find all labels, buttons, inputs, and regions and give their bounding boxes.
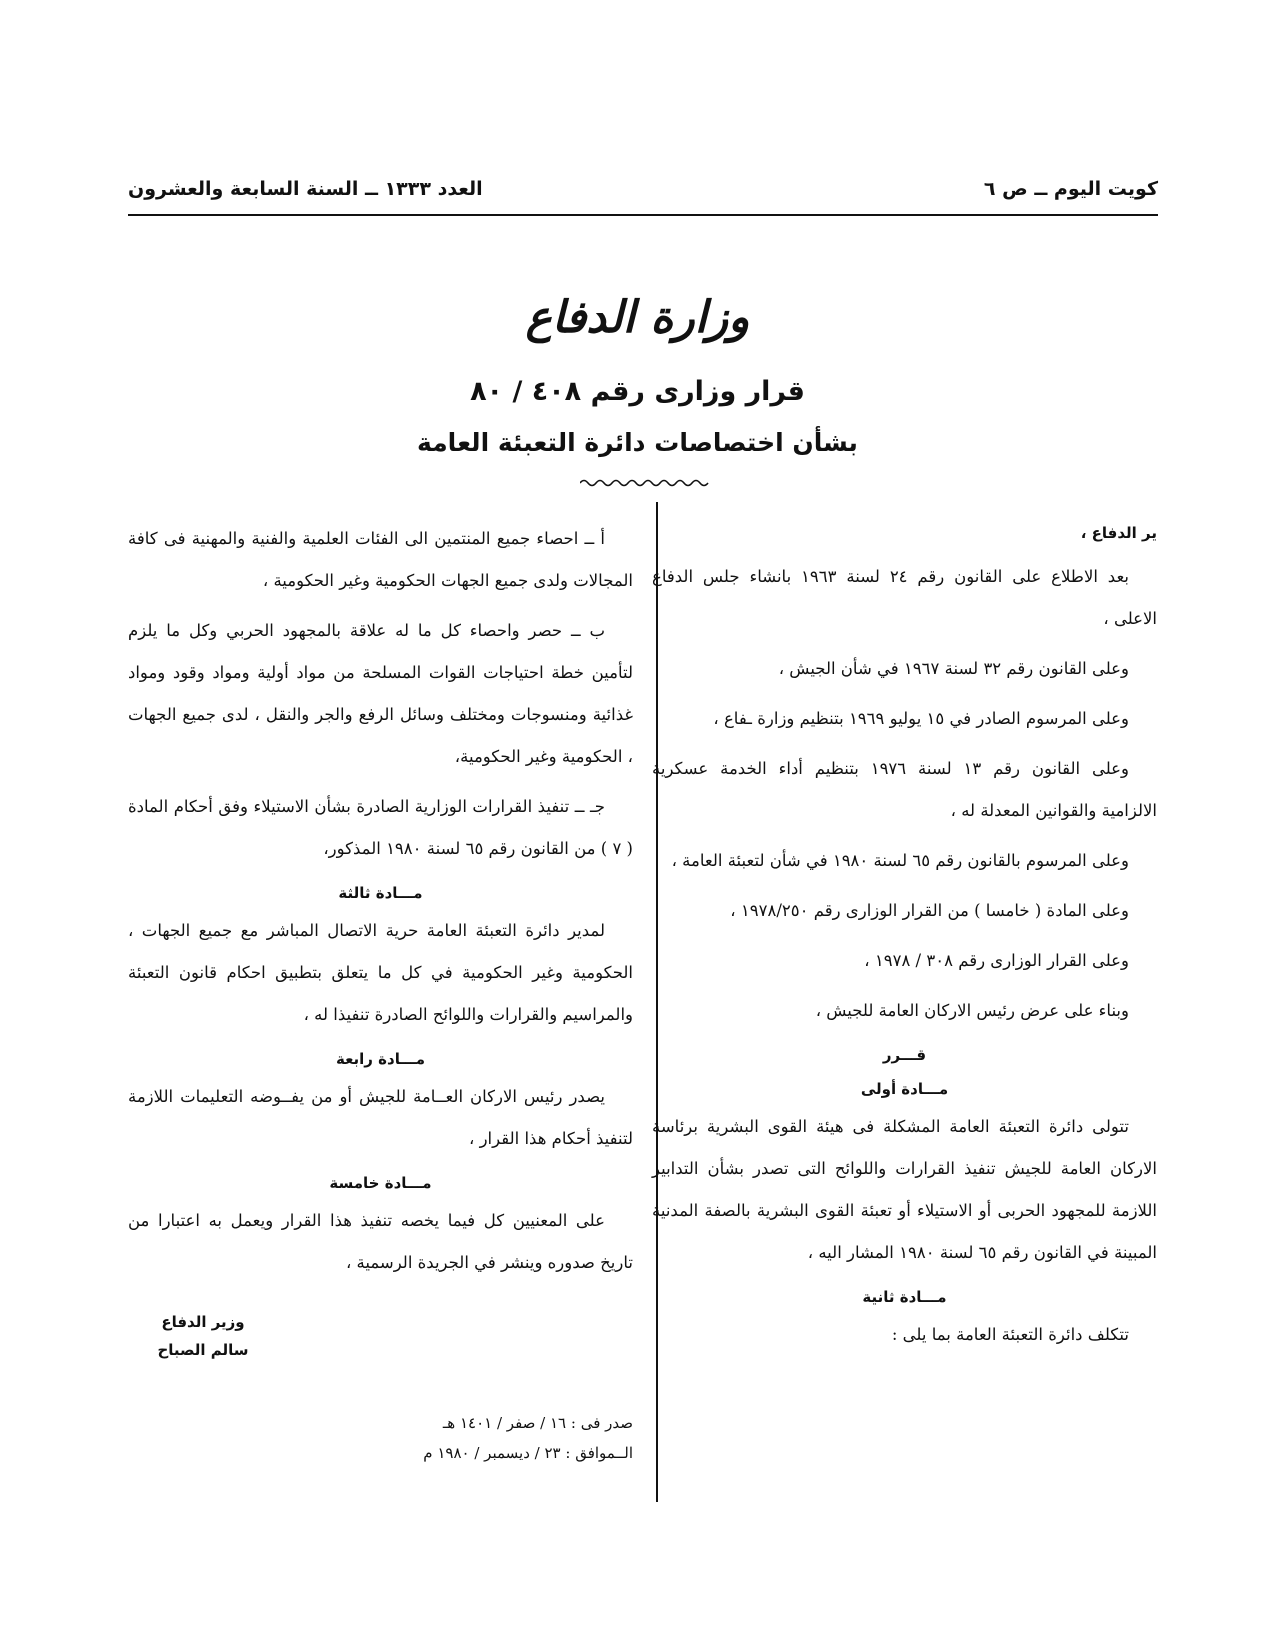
decree-number: قرار وزارى رقم ٤٠٨ / ٨٠ bbox=[470, 376, 805, 407]
ministry-title: وزارة الدفاع bbox=[525, 292, 750, 343]
signature-title: وزير الدفاع bbox=[161, 1313, 245, 1331]
preamble-paragraph: وعلى المرسوم بالقانون رقم ٦٥ لسنة ١٩٨٠ في شأن لتعبئة العامة ، bbox=[671, 851, 1129, 870]
preamble-paragraph: وبناء على عرض رئيس الاركان العامة للجيش ، bbox=[815, 1001, 1129, 1020]
preamble-paragraph: وعلى القانون رقم ٣٢ لسنة ١٩٦٧ في شأن الجيش ، bbox=[778, 659, 1129, 678]
preamble-paragraph: وعلى القانون رقم ١٣ لسنة ١٩٧٦ بتنظيم أداء الخدمة عسكرية الالزامية والقوانين المعدلة له ، bbox=[652, 759, 1157, 820]
decree-subject: بشأن اختصاصات دائرة التعبئة العامة bbox=[417, 428, 858, 457]
article-2-heading: مـــادة ثانية bbox=[862, 1288, 947, 1306]
article-1-text: تتولى دائرة التعبئة العامة المشكلة فى هيئة القوى البشرية برئاسة الاركان العامة للجيش تنفيذ القرارات واللوائح التى تصدر بشأن التدابير اللازمة للمجهود الحربى أو الاستيلاء أو تعبئة القوى البشرية بالصفة المدنية المبينة في القانون رقم ٦٥ لسنة ١٩٨٠ المشار اليه ، bbox=[652, 1117, 1157, 1262]
article-4-heading: مـــادة رابعة bbox=[335, 1050, 426, 1068]
article-3-text: لمدير دائرة التعبئة العامة حرية الاتصال المباشر مع جميع الجهات ، الحكومية وغير الحكومية في كل ما يتعلق بتطبيق احكام قانون التعبئة والمراسيم والقرارات واللوائح الصادرة تنفيذا له ، bbox=[128, 921, 633, 1024]
header-issue-label: العدد ١٣٣٣ ــ السنة السابعة والعشرون bbox=[128, 178, 483, 200]
issue-dates bbox=[128, 1408, 633, 1468]
article-5-text: على المعنيين كل فيما يخصه تنفيذ هذا القرار ويعمل به اعتبارا من تاريخ صدوره وينشر في الجريدة الرسمية ، bbox=[128, 1211, 633, 1272]
article-4-text: يصدر رئيس الاركان العــامة للجيش أو من يفــوضه التعليمات اللازمة لتنفيذ أحكام هذا القرار ، bbox=[128, 1087, 633, 1148]
addressee: ير الدفاع ، bbox=[1080, 524, 1157, 542]
header-page-label: كويت اليوم ــ ص ٦ bbox=[983, 178, 1158, 200]
article-2-item-c: جـ ــ تنفيذ القرارات الوزارية الصادرة بشأن الاستيلاء وفق أحكام المادة ( ٧ ) من القانون رقم ٦٥ لسنة ١٩٨٠ المذكور، bbox=[128, 797, 633, 858]
preamble-paragraph: وعلى القرار الوزارى رقم ٣٠٨ / ١٩٧٨ ، bbox=[864, 951, 1129, 970]
issue-date-hijri: صدر فى : ١٦ / صفر / ١٤٠١ هـ bbox=[442, 1414, 633, 1432]
article-1-heading: مـــادة أولى bbox=[860, 1080, 949, 1098]
article-5-heading: مـــادة خامسة bbox=[329, 1174, 432, 1192]
article-2-item-a: أ ــ احصاء جميع المنتمين الى الفئات العلمية والفنية والمهنية فى كافة المجالات ولدى جميع الجهات الحكومية وغير الحكومية ، bbox=[128, 529, 633, 590]
page-header bbox=[128, 178, 1158, 216]
signature-block bbox=[128, 1308, 278, 1364]
preamble-paragraph: بعد الاطلاع على القانون رقم ٢٤ لسنة ١٩٦٣ بانشاء جلس الدفاع الاعلى ، bbox=[652, 567, 1157, 628]
signature-name: سالم الصباح bbox=[157, 1341, 249, 1359]
preamble-paragraph: وعلى المادة ( خامسا ) من القرار الوزارى رقم ١٩٧٨/٢٥٠ ، bbox=[730, 901, 1129, 920]
right-column bbox=[652, 518, 1157, 1364]
article-3-heading: مـــادة ثالثة bbox=[338, 884, 423, 902]
issue-date-gregorian: الــموافق : ٢٣ / ديسمبر / ١٩٨٠ م bbox=[423, 1444, 633, 1462]
preamble-paragraph: وعلى المرسوم الصادر في ١٥ يوليو ١٩٦٩ بتنظيم وزارة ـفاع ، bbox=[713, 709, 1129, 728]
decorative-wavy-line bbox=[580, 478, 710, 488]
article-2-item-b: ب ــ حصر واحصاء كل ما له علاقة بالمجهود الحربي وكل ما يلزم لتأمين خطة احتياجات القوات المسلحة من مواد أولية ومواد وقود ومواد غذائية ومنسوجات ومختلف وسائل الرفع والجر والنقل ، لدى جميع الجهات ، الحكومية وغير الحكومية، bbox=[128, 621, 633, 766]
decides-heading: قـــرر bbox=[882, 1046, 927, 1064]
left-column bbox=[128, 518, 633, 1468]
article-2-text: تتكلف دائرة التعبئة العامة بما يلى : bbox=[891, 1325, 1129, 1344]
